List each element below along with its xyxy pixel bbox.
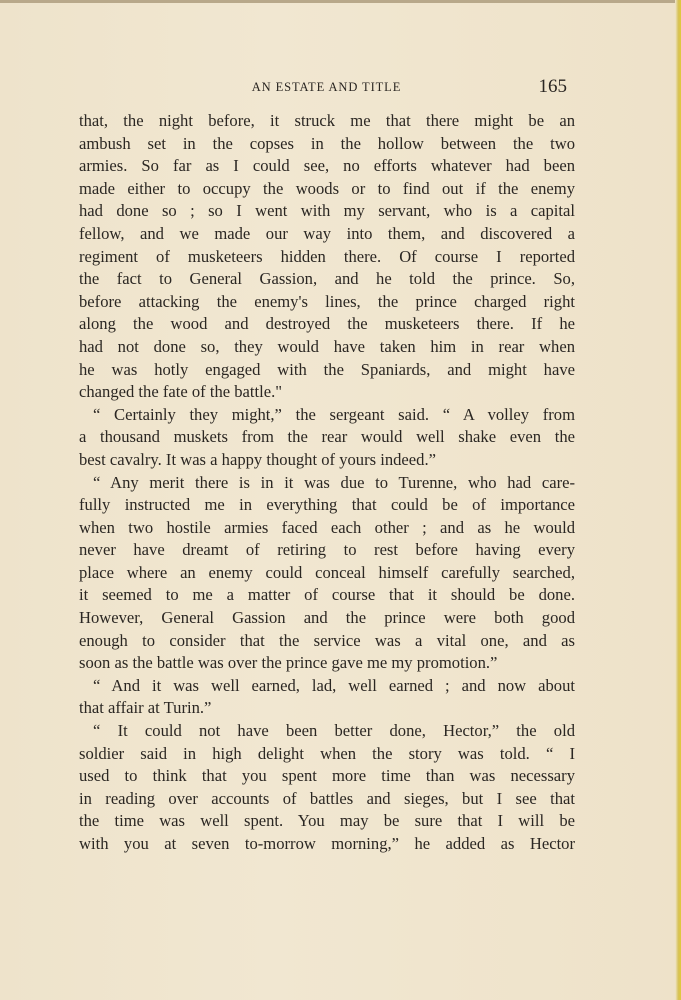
text-line: soon as the battle was over the prince gave me my promotion.” <box>79 653 498 673</box>
text-line: place where an enemy could conceal himself carefully searched, <box>79 562 575 582</box>
text-line: ambush set in the copses in the hollow between the two <box>79 133 575 153</box>
text-line: armies. So far as I could see, no efforts whatever had been <box>79 156 575 176</box>
text-line: when two hostile armies faced each other ; and as he would <box>79 517 575 537</box>
text-line: that, the night before, it struck me that there might be an <box>79 111 575 130</box>
text-line: that affair at Turin.” <box>79 698 212 718</box>
text-line: soldier said in high delight when the story was told. “ I <box>79 743 575 763</box>
text-line: with you at seven to-morrow morning,” he added as Hector <box>79 834 575 853</box>
text-line: “ And it was well earned, lad, well earned ; and now about <box>93 675 575 695</box>
running-title: AN ESTATE AND TITLE <box>251 80 402 94</box>
text-line: regiment of musketeers hidden there. Of course I reported <box>79 246 575 266</box>
running-head <box>78 76 575 98</box>
page-top-edge <box>0 0 681 3</box>
text-line: made either to occupy the woods or to find out if the enemy <box>79 178 575 198</box>
text-line: “ Certainly they might,” the sergeant said. “ A volley from <box>93 404 575 424</box>
text-line: best cavalry. It was a happy thought of yours indeed.” <box>79 449 436 469</box>
text-line: before attacking the enemy's lines, the prince charged right <box>79 291 575 311</box>
text-line: he was hotly engaged with the Spaniards, and might have <box>79 359 575 379</box>
text-line: it seemed to me a matter of course that it should be done. <box>79 585 575 605</box>
text-line: used to think that you spent more time than was necessary <box>79 766 575 786</box>
text-line: along the wood and destroyed the musketeers there. If he <box>79 314 575 334</box>
text-line: “ It could not have been better done, Hector,” the old <box>93 721 575 741</box>
text-line: a thousand muskets from the rear would well shake even the <box>79 427 575 447</box>
text-line: However, General Gassion and the prince were both good <box>79 608 575 628</box>
page-number: 165 <box>538 76 567 97</box>
text-line: changed the fate of the battle." <box>79 382 283 402</box>
text-line: in reading over accounts of battles and sieges, but I see that <box>79 788 575 808</box>
text-line: never have dreamt of retiring to rest before having every <box>79 540 575 560</box>
text-line: had not done so, they would have taken him in rear when <box>79 336 575 356</box>
text-line: the time was well spent. You may be sure that I will be <box>79 811 575 831</box>
text-line: had done so ; so I went with my servant, who is a capital <box>79 201 575 221</box>
page-right-edge <box>675 0 681 1000</box>
text-line: fellow, and we made our way into them, and discovered a <box>79 223 575 243</box>
text-line: “ Any merit there is in it was due to Turenne, who had care- <box>93 472 575 492</box>
text-line: enough to consider that the service was a vital one, and as <box>79 630 575 650</box>
text-line: the fact to General Gassion, and he told the prince. So, <box>79 269 575 289</box>
text-line: fully instructed me in everything that could be of importance <box>79 495 575 515</box>
body-text <box>79 110 575 856</box>
